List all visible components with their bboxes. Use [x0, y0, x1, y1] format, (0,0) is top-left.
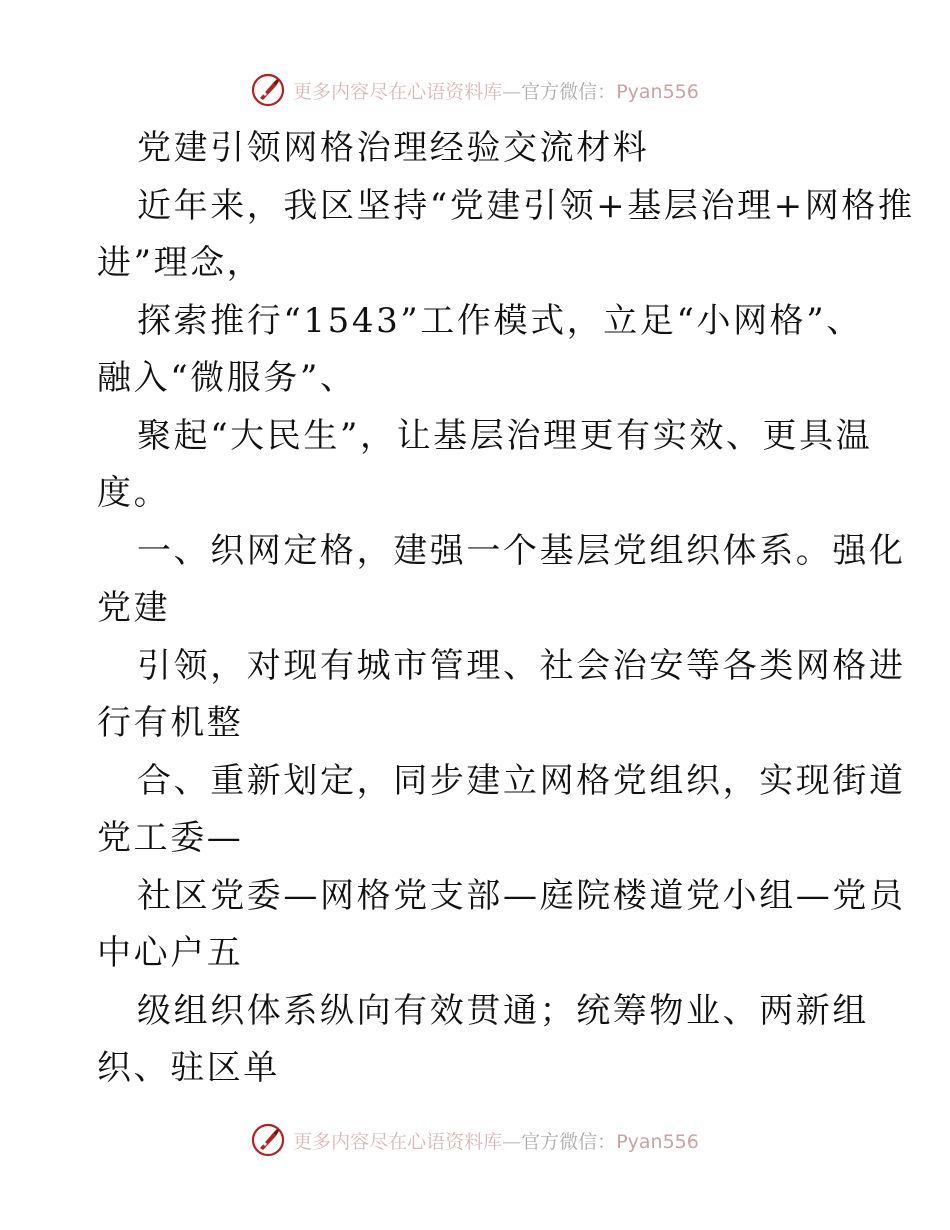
paragraph-line: 行有机整 [97, 703, 244, 743]
watermark-wechat-label: 官方微信： [521, 80, 617, 103]
paragraph-line: 度。 [97, 473, 171, 513]
paragraph-line: 级组织体系纵向有效贯通；统筹物业、两新组 [137, 990, 869, 1031]
paragraph-line: 合、重新划定，同步建立网格党组织，实现街道 [137, 760, 906, 801]
header-watermark-banner [0, 70, 950, 110]
paragraph-line: 探索推行“1543”工作模式，立足“小网格”、 [137, 300, 863, 341]
paragraph-line: 织、驻区单 [97, 1048, 280, 1088]
paragraph-line: 党建 [97, 588, 171, 628]
paragraph-line: 中心户五 [97, 933, 244, 973]
paragraph-line: 聚起“大民生”，让基层治理更有实效、更具温 [137, 415, 873, 456]
watermark-wechat-label: 官方微信： [521, 1130, 617, 1153]
watermark-text [293, 77, 699, 104]
watermark-brand: 更多内容尽在心语资料库 [293, 80, 503, 103]
pen-nib-logo-icon [251, 1123, 285, 1157]
paragraph-line: 党工委— [97, 818, 244, 858]
watermark-separator: — [502, 1130, 522, 1153]
document-body [97, 120, 915, 1098]
watermark-brand: 更多内容尽在心语资料库 [293, 1130, 503, 1153]
footer-watermark-banner [0, 1120, 950, 1160]
paragraph-line: 进”理念， [97, 243, 264, 283]
watermark-separator: — [502, 80, 522, 103]
paragraph-line: 引领，对现有城市管理、社会治安等各类网格进 [137, 645, 906, 686]
pen-nib-logo-icon [251, 73, 285, 107]
watermark-text [293, 1127, 699, 1154]
document-title: 党建引领网格治理经验交流材料 [137, 128, 650, 168]
section-heading-line: 一、织网定格，建强一个基层党组织体系。强化 [137, 530, 906, 571]
watermark-wechat-id: Pyan556 [616, 80, 699, 103]
paragraph-line: 社区党委—网格党支部—庭院楼道党小组—党员 [137, 875, 906, 916]
watermark-wechat-id: Pyan556 [616, 1130, 699, 1153]
paragraph-line: 融入“微服务”、 [97, 358, 357, 398]
paragraph-line: 近年来，我区坚持“党建引领+基层治理+网格推 [137, 185, 915, 226]
